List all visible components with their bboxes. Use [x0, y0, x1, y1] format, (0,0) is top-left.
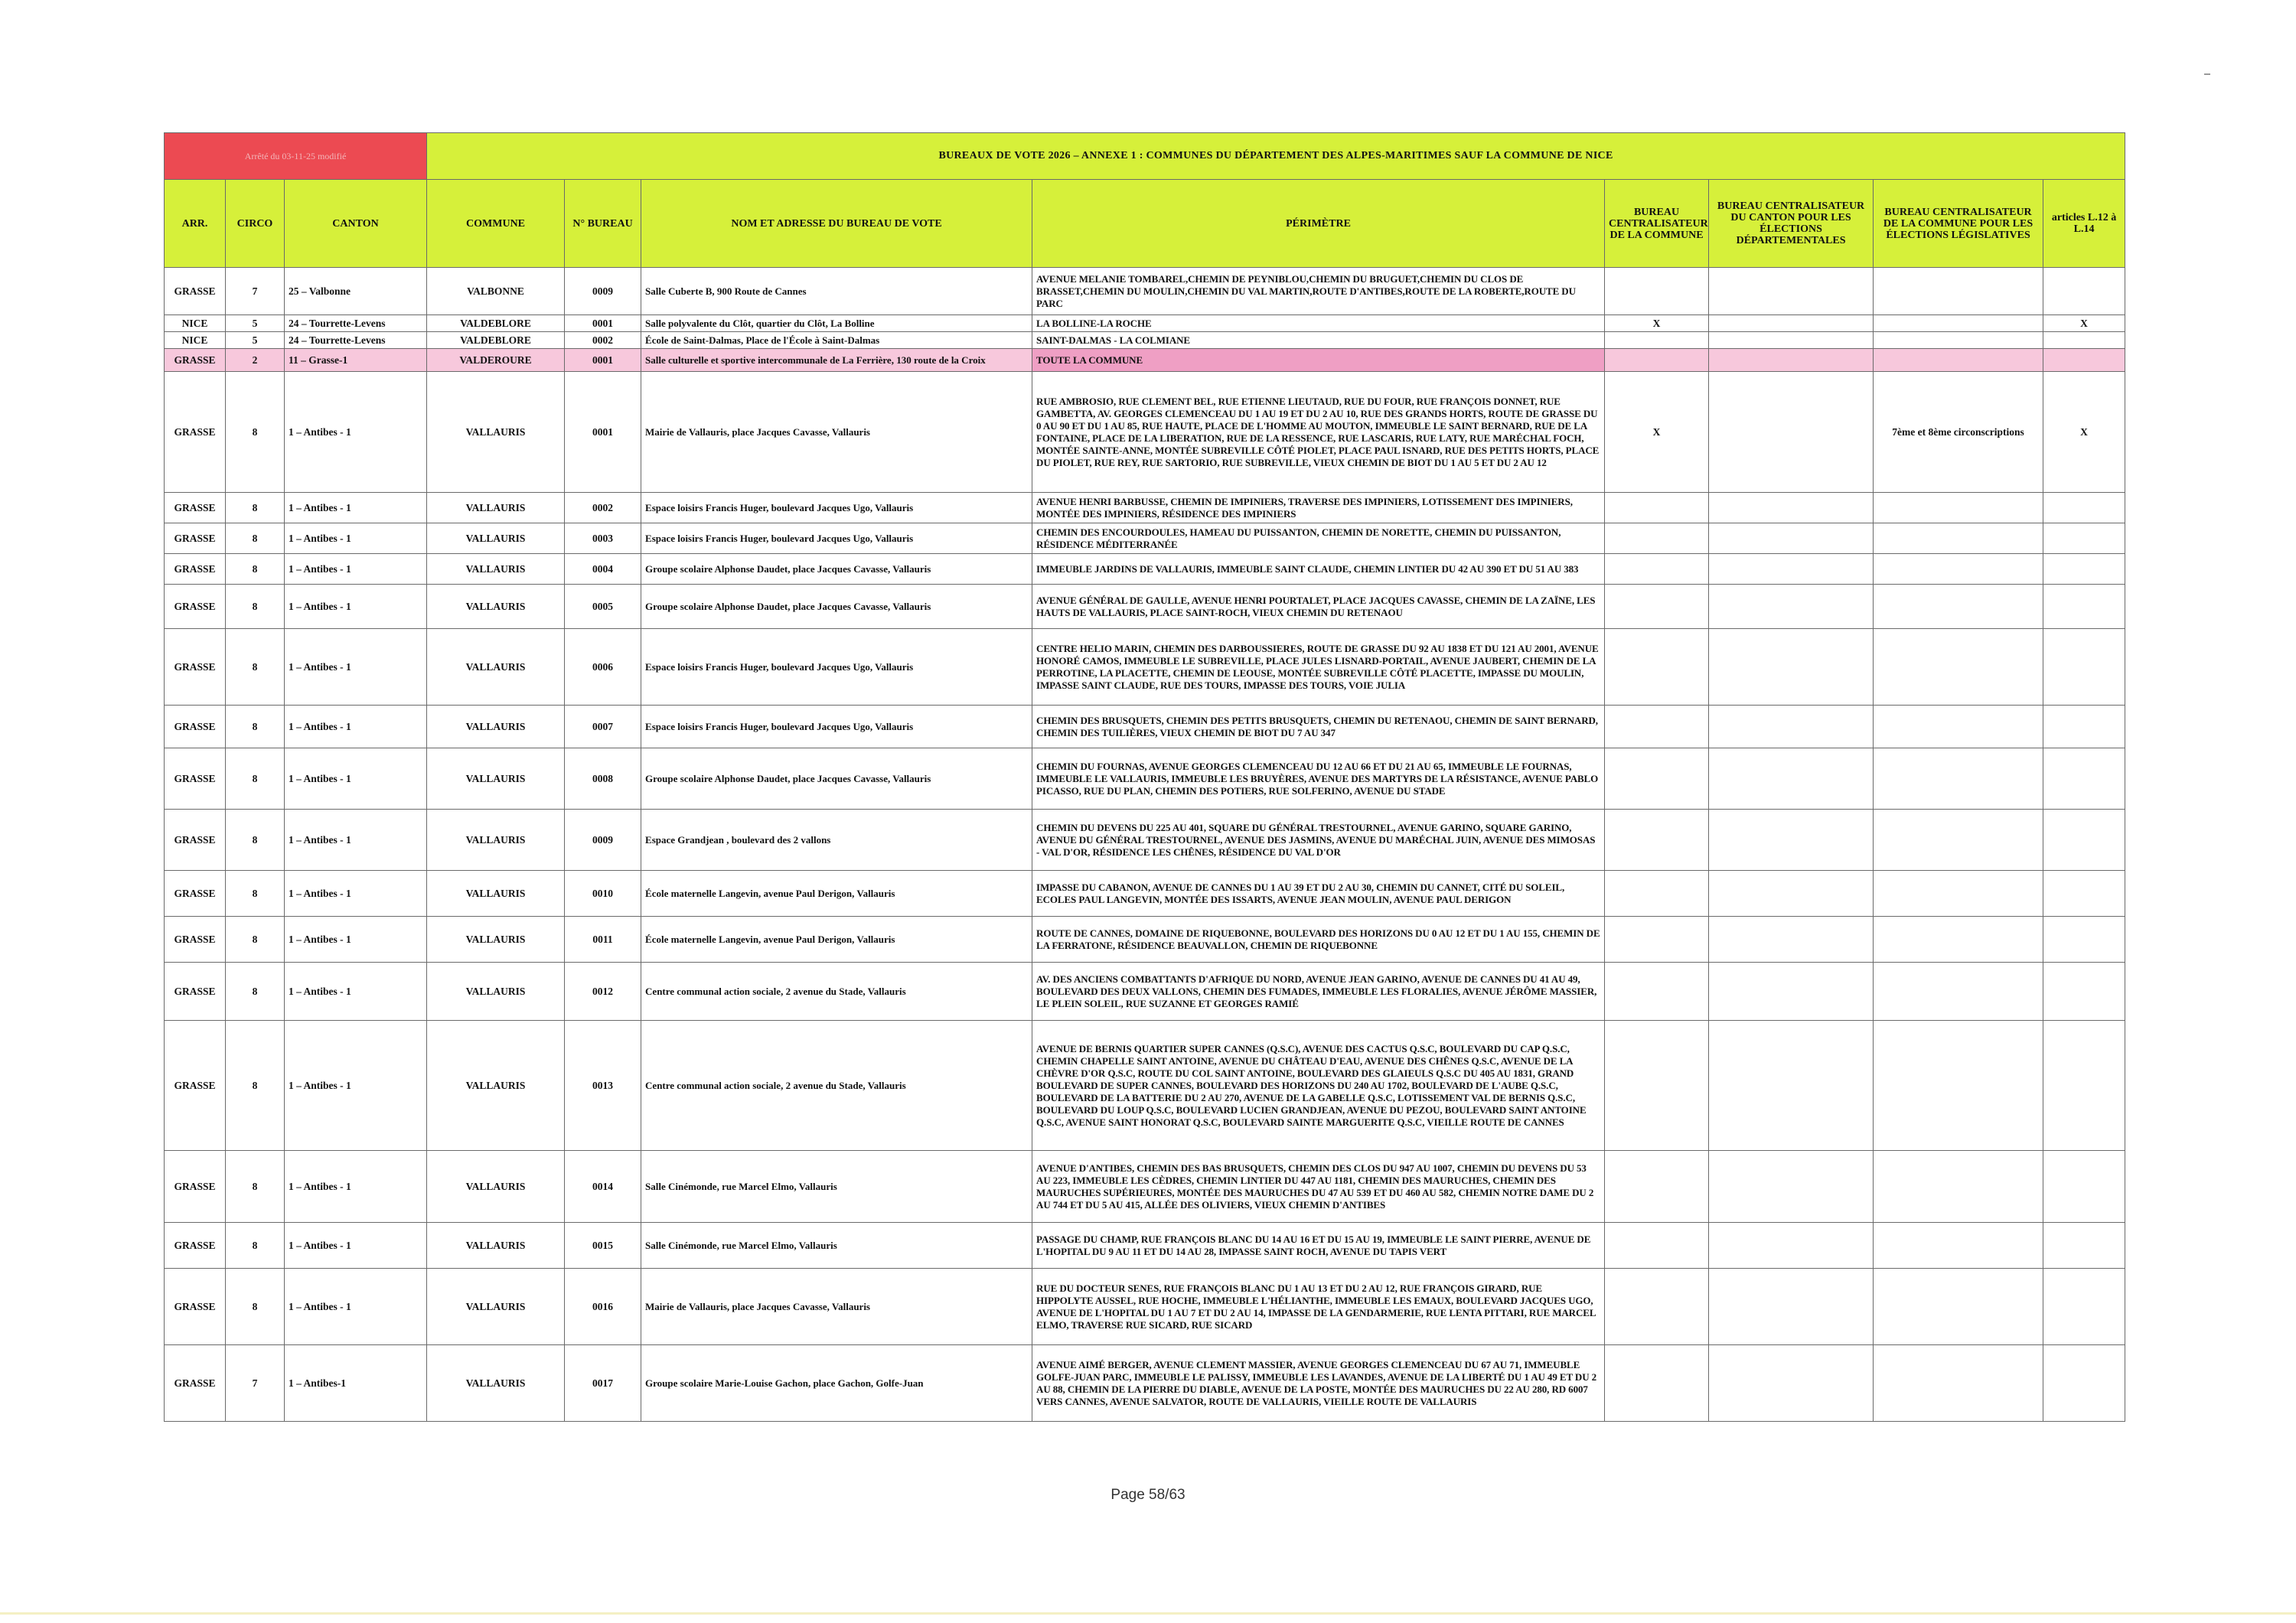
cell-canton: 1 – Antibes - 1	[285, 706, 427, 748]
cell-nom-adresse: Salle Cinémonde, rue Marcel Elmo, Vallauris	[641, 1223, 1032, 1269]
cell-centralisateur-legislatives	[1874, 871, 2043, 917]
cell-centralisateur-canton	[1709, 963, 1874, 1021]
table-row	[165, 706, 2125, 748]
cell-bureau: 0011	[565, 917, 641, 963]
table-banner-title: BUREAUX DE VOTE 2026 – ANNEXE 1 : COMMUNES DU DÉPARTEMENT DES ALPES-MARITIMES SAUF LA COMMUNE DE NICE	[427, 133, 2125, 180]
cell-circo: 8	[226, 1269, 285, 1345]
cell-circo: 8	[226, 493, 285, 523]
cell-bureau: 0014	[565, 1151, 641, 1223]
cell-arr: GRASSE	[165, 1021, 226, 1151]
cell-centralisateur-legislatives	[1874, 748, 2043, 810]
cell-canton: 1 – Antibes - 1	[285, 1269, 427, 1345]
cell-perimetre: AVENUE GÉNÉRAL DE GAULLE, AVENUE HENRI POURTALET, PLACE JACQUES CAVASSE, CHEMIN DE LA ZAÏNE, LES HAUTS DE VALLAURIS, PLACE SAINT-ROCH, VIEUX CHEMIN DU RETENAOU	[1032, 585, 1605, 629]
col-header-centralisateur-commune: BUREAU CENTRALISATEUR DE LA COMMUNE	[1605, 180, 1709, 268]
cell-bureau: 0001	[565, 315, 641, 332]
cell-perimetre: AVENUE DE BERNIS QUARTIER SUPER CANNES (Q.S.C), AVENUE DES CACTUS Q.S.C, BOULEVARD DU CAP Q.S.C, CHEMIN CHAPELLE SAINT ANTOINE, AVENUE DU CHÂTEAU D'EAU, AVENUE DES CHÊNES Q.S.C, AVENUE DE LA CHÈVRE D'OR Q.S.C, ROUTE DU COL SAINT ANTOINE, BOULEVARD DES GLAIEULS Q.S.C DU 405 AU 1831, GRAND BOULEVARD DE SUPER CANNES, BOULEVARD DES HORIZONS DU 240 AU 1702, BOULEVARD DE L'AUBE Q.S.C, BOULEVARD DE LA BATTERIE DU 2 AU 270, AVENUE DE LA GABELLE Q.S.C, LOTISSEMENT VAL DE BERNIS Q.S.C, BOULEVARD DU LOUP Q.S.C, BOULEVARD LUCIEN GRANDJEAN, AVENUE DU PEZOU, BOULEVARD SAINT ANTOINE Q.S.C, AVENUE SAINT HONORAT Q.S.C, BOULEVARD SAINTE MARGUERITE Q.S.C, VIEILLE ROUTE DE CANNES	[1032, 1021, 1605, 1151]
cell-commune: VALDEROURE	[427, 349, 565, 372]
cell-articles	[2043, 268, 2125, 315]
table-row	[165, 748, 2125, 810]
cell-articles: X	[2043, 372, 2125, 493]
cell-nom-adresse: Espace loisirs Francis Huger, boulevard Jacques Ugo, Vallauris	[641, 523, 1032, 554]
cell-articles	[2043, 748, 2125, 810]
table-row	[165, 268, 2125, 315]
cell-canton: 1 – Antibes - 1	[285, 748, 427, 810]
cell-bureau: 0005	[565, 585, 641, 629]
cell-centralisateur-canton	[1709, 1021, 1874, 1151]
cell-canton: 11 – Grasse-1	[285, 349, 427, 372]
column-header-row	[165, 180, 2125, 268]
cell-commune: VALLAURIS	[427, 585, 565, 629]
cell-circo: 8	[226, 1151, 285, 1223]
cell-canton: 1 – Antibes - 1	[285, 629, 427, 706]
cell-centralisateur-legislatives	[1874, 493, 2043, 523]
cell-commune: VALLAURIS	[427, 1151, 565, 1223]
cell-arr: NICE	[165, 315, 226, 332]
cell-centralisateur-legislatives	[1874, 1223, 2043, 1269]
cell-centralisateur-commune	[1605, 1223, 1709, 1269]
cell-perimetre: AV. DES ANCIENS COMBATTANTS D'AFRIQUE DU NORD, AVENUE JEAN GARINO, AVENUE DE CANNES DU 41 AU 49, BOULEVARD DES DEUX VALLONS, CHEMIN DES FUMADES, IMMEUBLE LES FLORALIES, AVENUE JÉRÔME MASSIER, LE PLEIN SOLEIL, RUE SUZANNE ET GEORGES RAMIÉ	[1032, 963, 1605, 1021]
cell-centralisateur-legislatives	[1874, 1021, 2043, 1151]
cell-centralisateur-commune	[1605, 871, 1709, 917]
cell-centralisateur-commune	[1605, 554, 1709, 585]
cell-perimetre: PASSAGE DU CHAMP, RUE FRANÇOIS BLANC DU 14 AU 16 ET DU 15 AU 19, IMMEUBLE LE SAINT PIERRE, AVENUE DE L'HOPITAL DU 9 AU 11 ET DU 14 AU 28, IMPASSE SAINT ROCH, AVENUE DU TAPIS VERT	[1032, 1223, 1605, 1269]
cell-arr: NICE	[165, 332, 226, 349]
cell-arr: GRASSE	[165, 372, 226, 493]
cell-arr: GRASSE	[165, 810, 226, 871]
cell-perimetre: RUE DU DOCTEUR SENES, RUE FRANÇOIS BLANC DU 1 AU 13 ET DU 2 AU 12, RUE FRANÇOIS GIRARD, RUE HIPPOLYTE AUSSEL, RUE HOCHE, IMMEUBLE L'HÉLIANTHE, IMMEUBLE LES EMAUX, BOULEVARD JACQUES UGO, AVENUE DE L'HOPITAL DU 1 AU 7 ET DU 2 AU 14, IMPASSE DE LA GENDARMERIE, RUE LENTA PITTARI, RUE MARCEL ELMO, TRAVERSE RUE SICARD, RUE SICARD	[1032, 1269, 1605, 1345]
cell-centralisateur-legislatives	[1874, 1151, 2043, 1223]
cell-centralisateur-commune	[1605, 493, 1709, 523]
cell-centralisateur-commune	[1605, 963, 1709, 1021]
cell-commune: VALLAURIS	[427, 810, 565, 871]
page-number: Page 58/63	[1110, 1487, 1186, 1503]
scan-edge-line	[0, 1612, 2296, 1615]
cell-commune: VALLAURIS	[427, 1269, 565, 1345]
cell-circo: 8	[226, 748, 285, 810]
cell-perimetre: LA BOLLINE-LA ROCHE	[1032, 315, 1605, 332]
cell-centralisateur-commune	[1605, 523, 1709, 554]
cell-bureau: 0003	[565, 523, 641, 554]
cell-centralisateur-legislatives	[1874, 523, 2043, 554]
cell-circo: 8	[226, 1021, 285, 1151]
cell-commune: VALLAURIS	[427, 706, 565, 748]
cell-commune: VALLAURIS	[427, 1021, 565, 1151]
decree-stamp: Arrêté du 03-11-25 modifié	[165, 133, 427, 180]
cell-circo: 8	[226, 1223, 285, 1269]
cell-perimetre: CENTRE HELIO MARIN, CHEMIN DES DARBOUSSIERES, ROUTE DE GRASSE DU 92 AU 1838 ET DU 121 AU 2001, AVENUE HONORÉ CAMOS, IMMEUBLE LE SUBREVILLE, PLACE JULES LISNARD-PORTAIL, AVENUE JAUBERT, CHEMIN DE LA PERROTINE, LA PLACETTE, CHEMIN DE LEOUSE, MONTÉE SUBREVILLE CÔTÉ PLACETTE, IMPASSE DU MOULIN, IMPASSE SAINT CLAUDE, RUE DES TOURS, IMPASSE DES TOURS, VOIE JULIA	[1032, 629, 1605, 706]
cell-circo: 8	[226, 554, 285, 585]
col-header-nom-adresse: NOM ET ADRESSE DU BUREAU DE VOTE	[641, 180, 1032, 268]
table-row	[165, 629, 2125, 706]
cell-canton: 1 – Antibes - 1	[285, 871, 427, 917]
cell-commune: VALLAURIS	[427, 917, 565, 963]
cell-arr: GRASSE	[165, 523, 226, 554]
cell-articles	[2043, 1151, 2125, 1223]
cell-centralisateur-canton	[1709, 748, 1874, 810]
cell-perimetre: CHEMIN DU DEVENS DU 225 AU 401, SQUARE DU GÉNÉRAL TRESTOURNEL, AVENUE GARINO, SQUARE GARINO, AVENUE DU GÉNÉRAL TRESTOURNEL, AVENUE DES JASMINS, AVENUE DU MARÉCHAL JUIN, AVENUE DES MIMOSAS - VAL D'OR, RÉSIDENCE LES CHÊNES, RÉSIDENCE DU VAL D'OR	[1032, 810, 1605, 871]
cell-nom-adresse: Espace Grandjean , boulevard des 2 vallons	[641, 810, 1032, 871]
cell-articles	[2043, 629, 2125, 706]
cell-circo: 8	[226, 810, 285, 871]
cell-centralisateur-commune	[1605, 629, 1709, 706]
cell-circo: 8	[226, 585, 285, 629]
cell-bureau: 0010	[565, 871, 641, 917]
table-row	[165, 349, 2125, 372]
cell-canton: 1 – Antibes - 1	[285, 1223, 427, 1269]
cell-nom-adresse: Espace loisirs Francis Huger, boulevard Jacques Ugo, Vallauris	[641, 493, 1032, 523]
cell-centralisateur-canton	[1709, 1223, 1874, 1269]
cell-canton: 1 – Antibes - 1	[285, 523, 427, 554]
cell-bureau: 0009	[565, 268, 641, 315]
cell-canton: 24 – Tourrette-Levens	[285, 332, 427, 349]
cell-bureau: 0012	[565, 963, 641, 1021]
cell-centralisateur-legislatives	[1874, 629, 2043, 706]
cell-perimetre: CHEMIN DES BRUSQUETS, CHEMIN DES PETITS BRUSQUETS, CHEMIN DU RETENAOU, CHEMIN DE SAINT BERNARD, CHEMIN DES TUILIÈRES, VIEUX CHEMIN DE BIOT DU 7 AU 347	[1032, 706, 1605, 748]
cell-centralisateur-commune	[1605, 917, 1709, 963]
cell-canton: 1 – Antibes - 1	[285, 810, 427, 871]
cell-nom-adresse: Salle culturelle et sportive intercommunale de La Ferrière, 130 route de la Croix	[641, 349, 1032, 372]
cell-commune: VALDEBLORE	[427, 332, 565, 349]
cell-centralisateur-legislatives: 7ème et 8ème circonscriptions	[1874, 372, 2043, 493]
cell-bureau: 0004	[565, 554, 641, 585]
table-row	[165, 315, 2125, 332]
cell-perimetre: ROUTE DE CANNES, DOMAINE DE RIQUEBONNE, BOULEVARD DES HORIZONS DU 0 AU 12 ET DU 1 AU 155, CHEMIN DE LA FERRATONE, RÉSIDENCE BEAUVALLON, CHEMIN DE RIQUEBONNE	[1032, 917, 1605, 963]
cell-articles	[2043, 554, 2125, 585]
table-row	[165, 963, 2125, 1021]
cell-bureau: 0001	[565, 349, 641, 372]
cell-centralisateur-commune: X	[1605, 315, 1709, 332]
cell-centralisateur-commune	[1605, 585, 1709, 629]
cell-centralisateur-canton	[1709, 1151, 1874, 1223]
cell-circo: 5	[226, 332, 285, 349]
cell-circo: 8	[226, 523, 285, 554]
cell-centralisateur-canton	[1709, 1269, 1874, 1345]
title-row	[165, 133, 2125, 180]
cell-circo: 8	[226, 629, 285, 706]
cell-centralisateur-commune	[1605, 332, 1709, 349]
cell-arr: GRASSE	[165, 629, 226, 706]
cell-bureau: 0017	[565, 1345, 641, 1422]
cell-centralisateur-commune	[1605, 810, 1709, 871]
cell-canton: 24 – Tourrette-Levens	[285, 315, 427, 332]
cell-circo: 8	[226, 963, 285, 1021]
cell-nom-adresse: Centre communal action sociale, 2 avenue du Stade, Vallauris	[641, 963, 1032, 1021]
table-row	[165, 1223, 2125, 1269]
cell-circo: 2	[226, 349, 285, 372]
cell-centralisateur-commune: X	[1605, 372, 1709, 493]
table-row	[165, 871, 2125, 917]
col-header-centralisateur-canton: BUREAU CENTRALISATEUR DU CANTON POUR LES ÉLECTIONS DÉPARTEMENTALES	[1709, 180, 1874, 268]
cell-perimetre: AVENUE HENRI BARBUSSE, CHEMIN DE IMPINIERS, TRAVERSE DES IMPINIERS, LOTISSEMENT DES IMPINIERS, MONTÉE DES IMPINIERS, RÉSIDENCE DES IMPINIERS	[1032, 493, 1605, 523]
cell-perimetre: AVENUE AIMÉ BERGER, AVENUE CLEMENT MASSIER, AVENUE GEORGES CLEMENCEAU DU 67 AU 71, IMMEUBLE GOLFE-JUAN PARC, IMMEUBLE LE PALISSY, IMMEUBLE LES LAVANDES, AVENUE DE LA LIBERTÉ DU 1 AU 49 ET DU 2 AU 88, CHEMIN DE LA PIERRE DU DIABLE, AVENUE DE LA POSTE, MONTÉE DES MAURUCHES DU 22 AU 280, RD 6007 VERS CANNES, AVENUE SALVATOR, ROUTE DE VALLAURIS, VIEILLE ROUTE DE VALLAURIS	[1032, 1345, 1605, 1422]
cell-commune: VALLAURIS	[427, 748, 565, 810]
col-header-perimetre: PÉRIMÈTRE	[1032, 180, 1605, 268]
cell-canton: 1 – Antibes - 1	[285, 585, 427, 629]
cell-arr: GRASSE	[165, 1223, 226, 1269]
table-row	[165, 917, 2125, 963]
cell-centralisateur-legislatives	[1874, 332, 2043, 349]
polling-stations-sheet	[164, 132, 2125, 1422]
polling-stations-table	[164, 132, 2125, 1422]
cell-circo: 8	[226, 871, 285, 917]
table-row	[165, 554, 2125, 585]
cell-commune: VALLAURIS	[427, 963, 565, 1021]
table-row	[165, 332, 2125, 349]
cell-centralisateur-canton	[1709, 268, 1874, 315]
cell-bureau: 0002	[565, 493, 641, 523]
col-header-circo: CIRCO	[226, 180, 285, 268]
table-row	[165, 810, 2125, 871]
cell-bureau: 0009	[565, 810, 641, 871]
cell-centralisateur-canton	[1709, 372, 1874, 493]
scan-mark	[2204, 73, 2210, 75]
cell-commune: VALLAURIS	[427, 1345, 565, 1422]
cell-arr: GRASSE	[165, 1345, 226, 1422]
cell-nom-adresse: Centre communal action sociale, 2 avenue du Stade, Vallauris	[641, 1021, 1032, 1151]
cell-centralisateur-canton	[1709, 1345, 1874, 1422]
cell-canton: 1 – Antibes - 1	[285, 917, 427, 963]
cell-nom-adresse: École de Saint-Dalmas, Place de l'École à Saint-Dalmas	[641, 332, 1032, 349]
table-row	[165, 372, 2125, 493]
cell-canton: 1 – Antibes - 1	[285, 1021, 427, 1151]
cell-centralisateur-legislatives	[1874, 1269, 2043, 1345]
cell-arr: GRASSE	[165, 1151, 226, 1223]
cell-bureau: 0007	[565, 706, 641, 748]
cell-articles	[2043, 1021, 2125, 1151]
cell-centralisateur-legislatives	[1874, 917, 2043, 963]
cell-nom-adresse: École maternelle Langevin, avenue Paul Derigon, Vallauris	[641, 917, 1032, 963]
col-header-commune: COMMUNE	[427, 180, 565, 268]
cell-centralisateur-commune	[1605, 1021, 1709, 1151]
table-row	[165, 1151, 2125, 1223]
cell-arr: GRASSE	[165, 1269, 226, 1345]
cell-centralisateur-canton	[1709, 349, 1874, 372]
cell-commune: VALLAURIS	[427, 871, 565, 917]
cell-commune: VALBONNE	[427, 268, 565, 315]
table-row	[165, 585, 2125, 629]
cell-centralisateur-legislatives	[1874, 1345, 2043, 1422]
cell-commune: VALLAURIS	[427, 493, 565, 523]
cell-arr: GRASSE	[165, 585, 226, 629]
cell-articles	[2043, 917, 2125, 963]
cell-articles: X	[2043, 315, 2125, 332]
cell-bureau: 0016	[565, 1269, 641, 1345]
cell-circo: 7	[226, 268, 285, 315]
cell-articles	[2043, 523, 2125, 554]
cell-centralisateur-canton	[1709, 629, 1874, 706]
cell-centralisateur-legislatives	[1874, 963, 2043, 1021]
cell-arr: GRASSE	[165, 963, 226, 1021]
cell-commune: VALLAURIS	[427, 629, 565, 706]
cell-centralisateur-commune	[1605, 1269, 1709, 1345]
cell-perimetre: CHEMIN DU FOURNAS, AVENUE GEORGES CLEMENCEAU DU 12 AU 66 ET DU 21 AU 65, IMMEUBLE LE FOURNAS, IMMEUBLE LE VALLAURIS, IMMEUBLE LES BRUYÈRES, AVENUE DES MARTYRS DE LA RÉSISTANCE, AVENUE PABLO PICASSO, RUE DU PLAN, CHEMIN DES POTIERS, RUE SOLFERINO, AVENUE DU STADE	[1032, 748, 1605, 810]
cell-arr: GRASSE	[165, 349, 226, 372]
cell-canton: 1 – Antibes - 1	[285, 554, 427, 585]
cell-centralisateur-canton	[1709, 810, 1874, 871]
cell-centralisateur-canton	[1709, 871, 1874, 917]
cell-perimetre: IMPASSE DU CABANON, AVENUE DE CANNES DU 1 AU 39 ET DU 2 AU 30, CHEMIN DU CANNET, CITÉ DU SOLEIL, ECOLES PAUL LANGEVIN, MONTÉE DES ISSARTS, AVENUE JEAN MOULIN, AVENUE PAUL DERIGON	[1032, 871, 1605, 917]
cell-commune: VALLAURIS	[427, 523, 565, 554]
cell-canton: 1 – Antibes - 1	[285, 493, 427, 523]
cell-articles	[2043, 1345, 2125, 1422]
table-body	[165, 268, 2125, 1422]
col-header-centralisateur-legislatives: BUREAU CENTRALISATEUR DE LA COMMUNE POUR LES ÉLECTIONS LÉGISLATIVES	[1874, 180, 2043, 268]
cell-centralisateur-canton	[1709, 315, 1874, 332]
cell-bureau: 0008	[565, 748, 641, 810]
cell-centralisateur-canton	[1709, 585, 1874, 629]
cell-centralisateur-legislatives	[1874, 810, 2043, 871]
cell-centralisateur-legislatives	[1874, 554, 2043, 585]
cell-centralisateur-canton	[1709, 523, 1874, 554]
cell-nom-adresse: Salle Cinémonde, rue Marcel Elmo, Vallauris	[641, 1151, 1032, 1223]
cell-canton: 1 – Antibes - 1	[285, 1151, 427, 1223]
table-row	[165, 523, 2125, 554]
cell-articles	[2043, 871, 2125, 917]
cell-bureau: 0013	[565, 1021, 641, 1151]
cell-centralisateur-canton	[1709, 493, 1874, 523]
cell-perimetre: RUE AMBROSIO, RUE CLEMENT BEL, RUE ETIENNE LIEUTAUD, RUE DU FOUR, RUE FRANÇOIS DONNET, RUE GAMBETTA, AV. GEORGES CLEMENCEAU DU 1 AU 19 ET DU 2 AU 10, RUE DES GRANDS HORTS, ROUTE DE GRASSE DU 0 AU 90 ET DU 1 AU 85, RUE HAUTE, PLACE DE L'HOMME AU MOUTON, IMMEUBLE LE SAINT BERNARD, RUE DE LA FONTAINE, PLACE DE LA LIBERATION, RUE DE LA RESSENCE, RUE LASCARIS, RUE LATY, RUE MARÉCHAL FOCH, MONTÉE SAINTE-ANNE, MONTÉE SUBREVILLE CÔTÉ PIOLET, PLACE PAUL ISNARD, RUE DES PETITS HORTS, PLACE DU PIOLET, RUE REY, RUE SARTORIO, RUE SUBREVILLE, VIEUX CHEMIN DE BIOT DU 1 AU 5 ET DU 2 AU 12	[1032, 372, 1605, 493]
cell-commune: VALLAURIS	[427, 372, 565, 493]
cell-canton: 25 – Valbonne	[285, 268, 427, 315]
cell-centralisateur-canton	[1709, 917, 1874, 963]
col-header-arr: ARR.	[165, 180, 226, 268]
cell-bureau: 0002	[565, 332, 641, 349]
cell-centralisateur-canton	[1709, 332, 1874, 349]
cell-circo: 8	[226, 917, 285, 963]
cell-articles	[2043, 810, 2125, 871]
cell-perimetre: AVENUE D'ANTIBES, CHEMIN DES BAS BRUSQUETS, CHEMIN DES CLOS DU 947 AU 1007, CHEMIN DU DEVENS DU 53 AU 223, IMMEUBLE LES CÈDRES, CHEMIN LINTIER DU 447 AU 1181, CHEMIN DES MAURUCHES, CHEMIN DES MAURUCHES SUPÉRIEURES, MONTÉE DES MAURUCHES DU 47 AU 539 ET DU 460 AU 582, CHEMIN NOTRE DAME DU 2 AU 744 ET DU 5 AU 415, ALLÉE DES OLIVIERS, VIEUX CHEMIN D'ANTIBES	[1032, 1151, 1605, 1223]
table-row	[165, 1269, 2125, 1345]
col-header-canton: CANTON	[285, 180, 427, 268]
cell-arr: GRASSE	[165, 493, 226, 523]
cell-bureau: 0006	[565, 629, 641, 706]
cell-nom-adresse: Groupe scolaire Marie-Louise Gachon, place Gachon, Golfe-Juan	[641, 1345, 1032, 1422]
cell-arr: GRASSE	[165, 706, 226, 748]
cell-centralisateur-commune	[1605, 706, 1709, 748]
cell-nom-adresse: Espace loisirs Francis Huger, boulevard Jacques Ugo, Vallauris	[641, 629, 1032, 706]
cell-commune: VALDEBLORE	[427, 315, 565, 332]
col-header-bureau: N° BUREAU	[565, 180, 641, 268]
cell-bureau: 0001	[565, 372, 641, 493]
cell-centralisateur-legislatives	[1874, 585, 2043, 629]
cell-articles	[2043, 349, 2125, 372]
cell-centralisateur-commune	[1605, 748, 1709, 810]
cell-circo: 5	[226, 315, 285, 332]
cell-nom-adresse: Mairie de Vallauris, place Jacques Cavasse, Vallauris	[641, 1269, 1032, 1345]
col-header-articles: articles L.12 à L.14	[2043, 180, 2125, 268]
cell-nom-adresse: Groupe scolaire Alphonse Daudet, place Jacques Cavasse, Vallauris	[641, 554, 1032, 585]
cell-arr: GRASSE	[165, 871, 226, 917]
cell-perimetre: SAINT-DALMAS - LA COLMIANE	[1032, 332, 1605, 349]
cell-arr: GRASSE	[165, 268, 226, 315]
cell-arr: GRASSE	[165, 748, 226, 810]
cell-centralisateur-commune	[1605, 349, 1709, 372]
cell-centralisateur-legislatives	[1874, 349, 2043, 372]
cell-canton: 1 – Antibes - 1	[285, 372, 427, 493]
cell-centralisateur-legislatives	[1874, 706, 2043, 748]
cell-nom-adresse: Groupe scolaire Alphonse Daudet, place Jacques Cavasse, Vallauris	[641, 585, 1032, 629]
cell-articles	[2043, 332, 2125, 349]
cell-articles	[2043, 1269, 2125, 1345]
table-row	[165, 493, 2125, 523]
cell-nom-adresse: Mairie de Vallauris, place Jacques Cavasse, Vallauris	[641, 372, 1032, 493]
cell-centralisateur-commune	[1605, 1345, 1709, 1422]
cell-circo: 7	[226, 1345, 285, 1422]
cell-nom-adresse: Espace loisirs Francis Huger, boulevard Jacques Ugo, Vallauris	[641, 706, 1032, 748]
cell-canton: 1 – Antibes - 1	[285, 963, 427, 1021]
cell-articles	[2043, 493, 2125, 523]
cell-nom-adresse: École maternelle Langevin, avenue Paul Derigon, Vallauris	[641, 871, 1032, 917]
cell-perimetre: CHEMIN DES ENCOURDOULES, HAMEAU DU PUISSANTON, CHEMIN DE NORETTE, CHEMIN DU PUISSANTON, RÉSIDENCE MÉDITERRANÉE	[1032, 523, 1605, 554]
cell-centralisateur-legislatives	[1874, 268, 2043, 315]
cell-canton: 1 – Antibes-1	[285, 1345, 427, 1422]
cell-bureau: 0015	[565, 1223, 641, 1269]
cell-centralisateur-canton	[1709, 554, 1874, 585]
cell-perimetre: AVENUE MELANIE TOMBAREL,CHEMIN DE PEYNIBLOU,CHEMIN DU BRUGUET,CHEMIN DU CLOS DE BRASSET,CHEMIN DU MOULIN,CHEMIN DU VAL MARTIN,ROUTE D'ANTIBES,ROUTE DE LA ROBERTE,ROUTE DU PARC	[1032, 268, 1605, 315]
cell-centralisateur-canton	[1709, 706, 1874, 748]
cell-nom-adresse: Groupe scolaire Alphonse Daudet, place Jacques Cavasse, Vallauris	[641, 748, 1032, 810]
cell-perimetre: TOUTE LA COMMUNE	[1032, 349, 1605, 372]
cell-articles	[2043, 963, 2125, 1021]
cell-nom-adresse: Salle Cuberte B, 900 Route de Cannes	[641, 268, 1032, 315]
table-row	[165, 1345, 2125, 1422]
cell-articles	[2043, 585, 2125, 629]
cell-articles	[2043, 1223, 2125, 1269]
cell-centralisateur-commune	[1605, 268, 1709, 315]
cell-centralisateur-legislatives	[1874, 315, 2043, 332]
cell-circo: 8	[226, 706, 285, 748]
cell-arr: GRASSE	[165, 554, 226, 585]
cell-nom-adresse: Salle polyvalente du Clôt, quartier du Clôt, La Bolline	[641, 315, 1032, 332]
cell-centralisateur-commune	[1605, 1151, 1709, 1223]
table-row	[165, 1021, 2125, 1151]
cell-commune: VALLAURIS	[427, 554, 565, 585]
cell-arr: GRASSE	[165, 917, 226, 963]
cell-circo: 8	[226, 372, 285, 493]
cell-perimetre: IMMEUBLE JARDINS DE VALLAURIS, IMMEUBLE SAINT CLAUDE, CHEMIN LINTIER DU 42 AU 390 ET DU 51 AU 383	[1032, 554, 1605, 585]
cell-commune: VALLAURIS	[427, 1223, 565, 1269]
cell-articles	[2043, 706, 2125, 748]
